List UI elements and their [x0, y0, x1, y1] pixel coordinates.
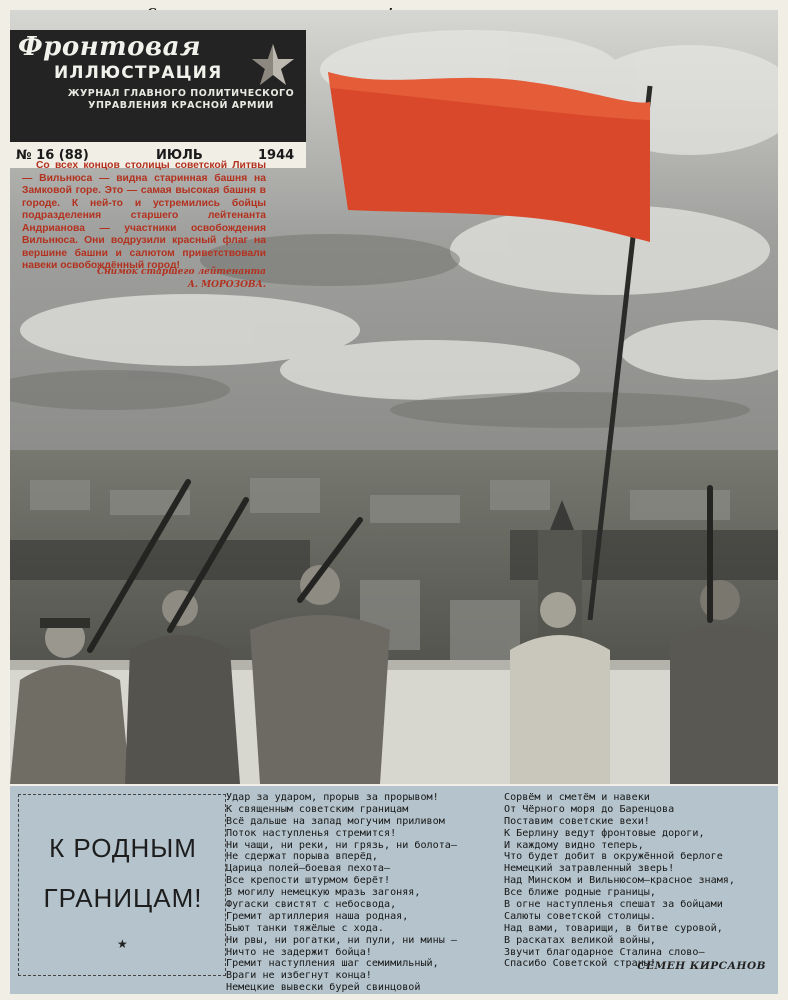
poem-line: Немецкий затравленный зверь!	[504, 863, 675, 875]
poem-line: Царица полей—боевая пехота—	[226, 863, 391, 875]
poem-line: Над вами, товарищи, в битве суровой,	[504, 922, 723, 934]
masthead	[10, 30, 306, 163]
poem-line: И каждому видно теперь,	[504, 839, 644, 851]
poem-line: Не сдержат порыва вперёд,	[226, 851, 378, 863]
poem-line: Все крепости штурмом берёт!	[226, 875, 391, 887]
poem-column-1	[226, 792, 457, 994]
issue-number: № 16 (88)	[16, 148, 89, 163]
poem-line: К священным советским границам	[226, 803, 409, 815]
poem-line: Спасибо Советской страны!	[504, 958, 656, 970]
photo-credit	[22, 266, 266, 292]
credit-line-1: Снимок старшего лейтенанта	[96, 267, 266, 277]
poem-author: СЕМЕН КИРСАНОВ	[637, 960, 766, 972]
poem-line: Все ближе родные границы,	[504, 887, 656, 899]
issue-month: ИЮЛЬ	[156, 148, 203, 163]
star-icon	[250, 42, 296, 88]
poem-line: Бьют танки тяжёлые с хода.	[226, 922, 385, 934]
poem-line: Гремит артиллерия наша родная,	[226, 910, 409, 922]
poem-panel	[10, 786, 778, 994]
poem-title-line-1: К РОДНЫМ	[49, 833, 197, 863]
poem-line: От Чёрного моря до Баренцова	[504, 803, 675, 815]
poem-line: Гремит наступления шаг семимильный,	[226, 958, 439, 970]
poem-title-line-2: ГРАНИЦАМ!	[43, 883, 203, 913]
poem-line: Сорвём и сметём и навеки	[504, 792, 650, 803]
poem-line: Фугаски свистят с небосвода,	[226, 899, 397, 911]
poem-line: В раскатах великой войны,	[504, 934, 656, 946]
poem-line: В могилу немецкую мразь загоняя,	[226, 887, 421, 899]
magazine-subtitle: ИЛЛЮСТРАЦИЯ	[54, 63, 223, 83]
masthead-tagline: ЖУРНАЛ ГЛАВНОГО ПОЛИТИЧЕСКОГО УПРАВЛЕНИЯ КРАСНОЙ АРМИИ	[67, 88, 295, 111]
poem-title-box	[18, 794, 226, 976]
poem-line: Всё дальше на запад могучим приливом	[226, 815, 445, 827]
poem-line: Что будет добит в окружённой берлоге	[504, 851, 723, 863]
poem-line: Ничто не задержит бойца!	[226, 946, 372, 958]
poem-line: Враги не избегнут конца!	[226, 970, 372, 982]
poem-line: Немецкие вывески бурей свинцовой	[226, 982, 421, 994]
credit-line-2: А. МОРОЗОВА.	[187, 280, 266, 290]
poem-line: Ни рвы, ни рогатки, ни пули, ни мины —	[226, 934, 457, 946]
photo-caption: Со всех концов столицы советской Литвы — Вильнюса — видна старинная башня на Замковой горе. Это — самая высокая башня в городе. К ней-то и устремились бойцы подразделения старшего лейтенанта Андрианова — участники освобождения Вильнюса. Они водрузили красный флаг на вершине башни и салютом приветствовали навеки освобождённый город!	[22, 160, 266, 271]
poem-line: К Берлину ведут фронтовые дороги,	[504, 827, 705, 839]
poem-line: Поток наступленья стремится!	[226, 827, 397, 839]
poem-line: Поставим советские вехи!	[504, 815, 650, 827]
poem-line: Салюты советской столицы.	[504, 910, 656, 922]
poem-line: Ни чащи, ни реки, ни грязь, ни болота—	[226, 839, 457, 851]
poem-column-2	[504, 792, 735, 970]
poem-line: Звучит благодарное Сталина слово—	[504, 946, 705, 958]
poem-line: В огне наступленья спешат за бойцами	[504, 899, 723, 911]
poem-star-icon: ★	[117, 937, 128, 951]
magazine-title: Фронтовая	[18, 32, 202, 62]
poem-line: Над Минском и Вильнюсом—красное знамя,	[504, 875, 735, 887]
issue-year: 1944	[258, 148, 295, 163]
poem-line: Удар за ударом, прорыв за прорывом!	[226, 792, 439, 803]
